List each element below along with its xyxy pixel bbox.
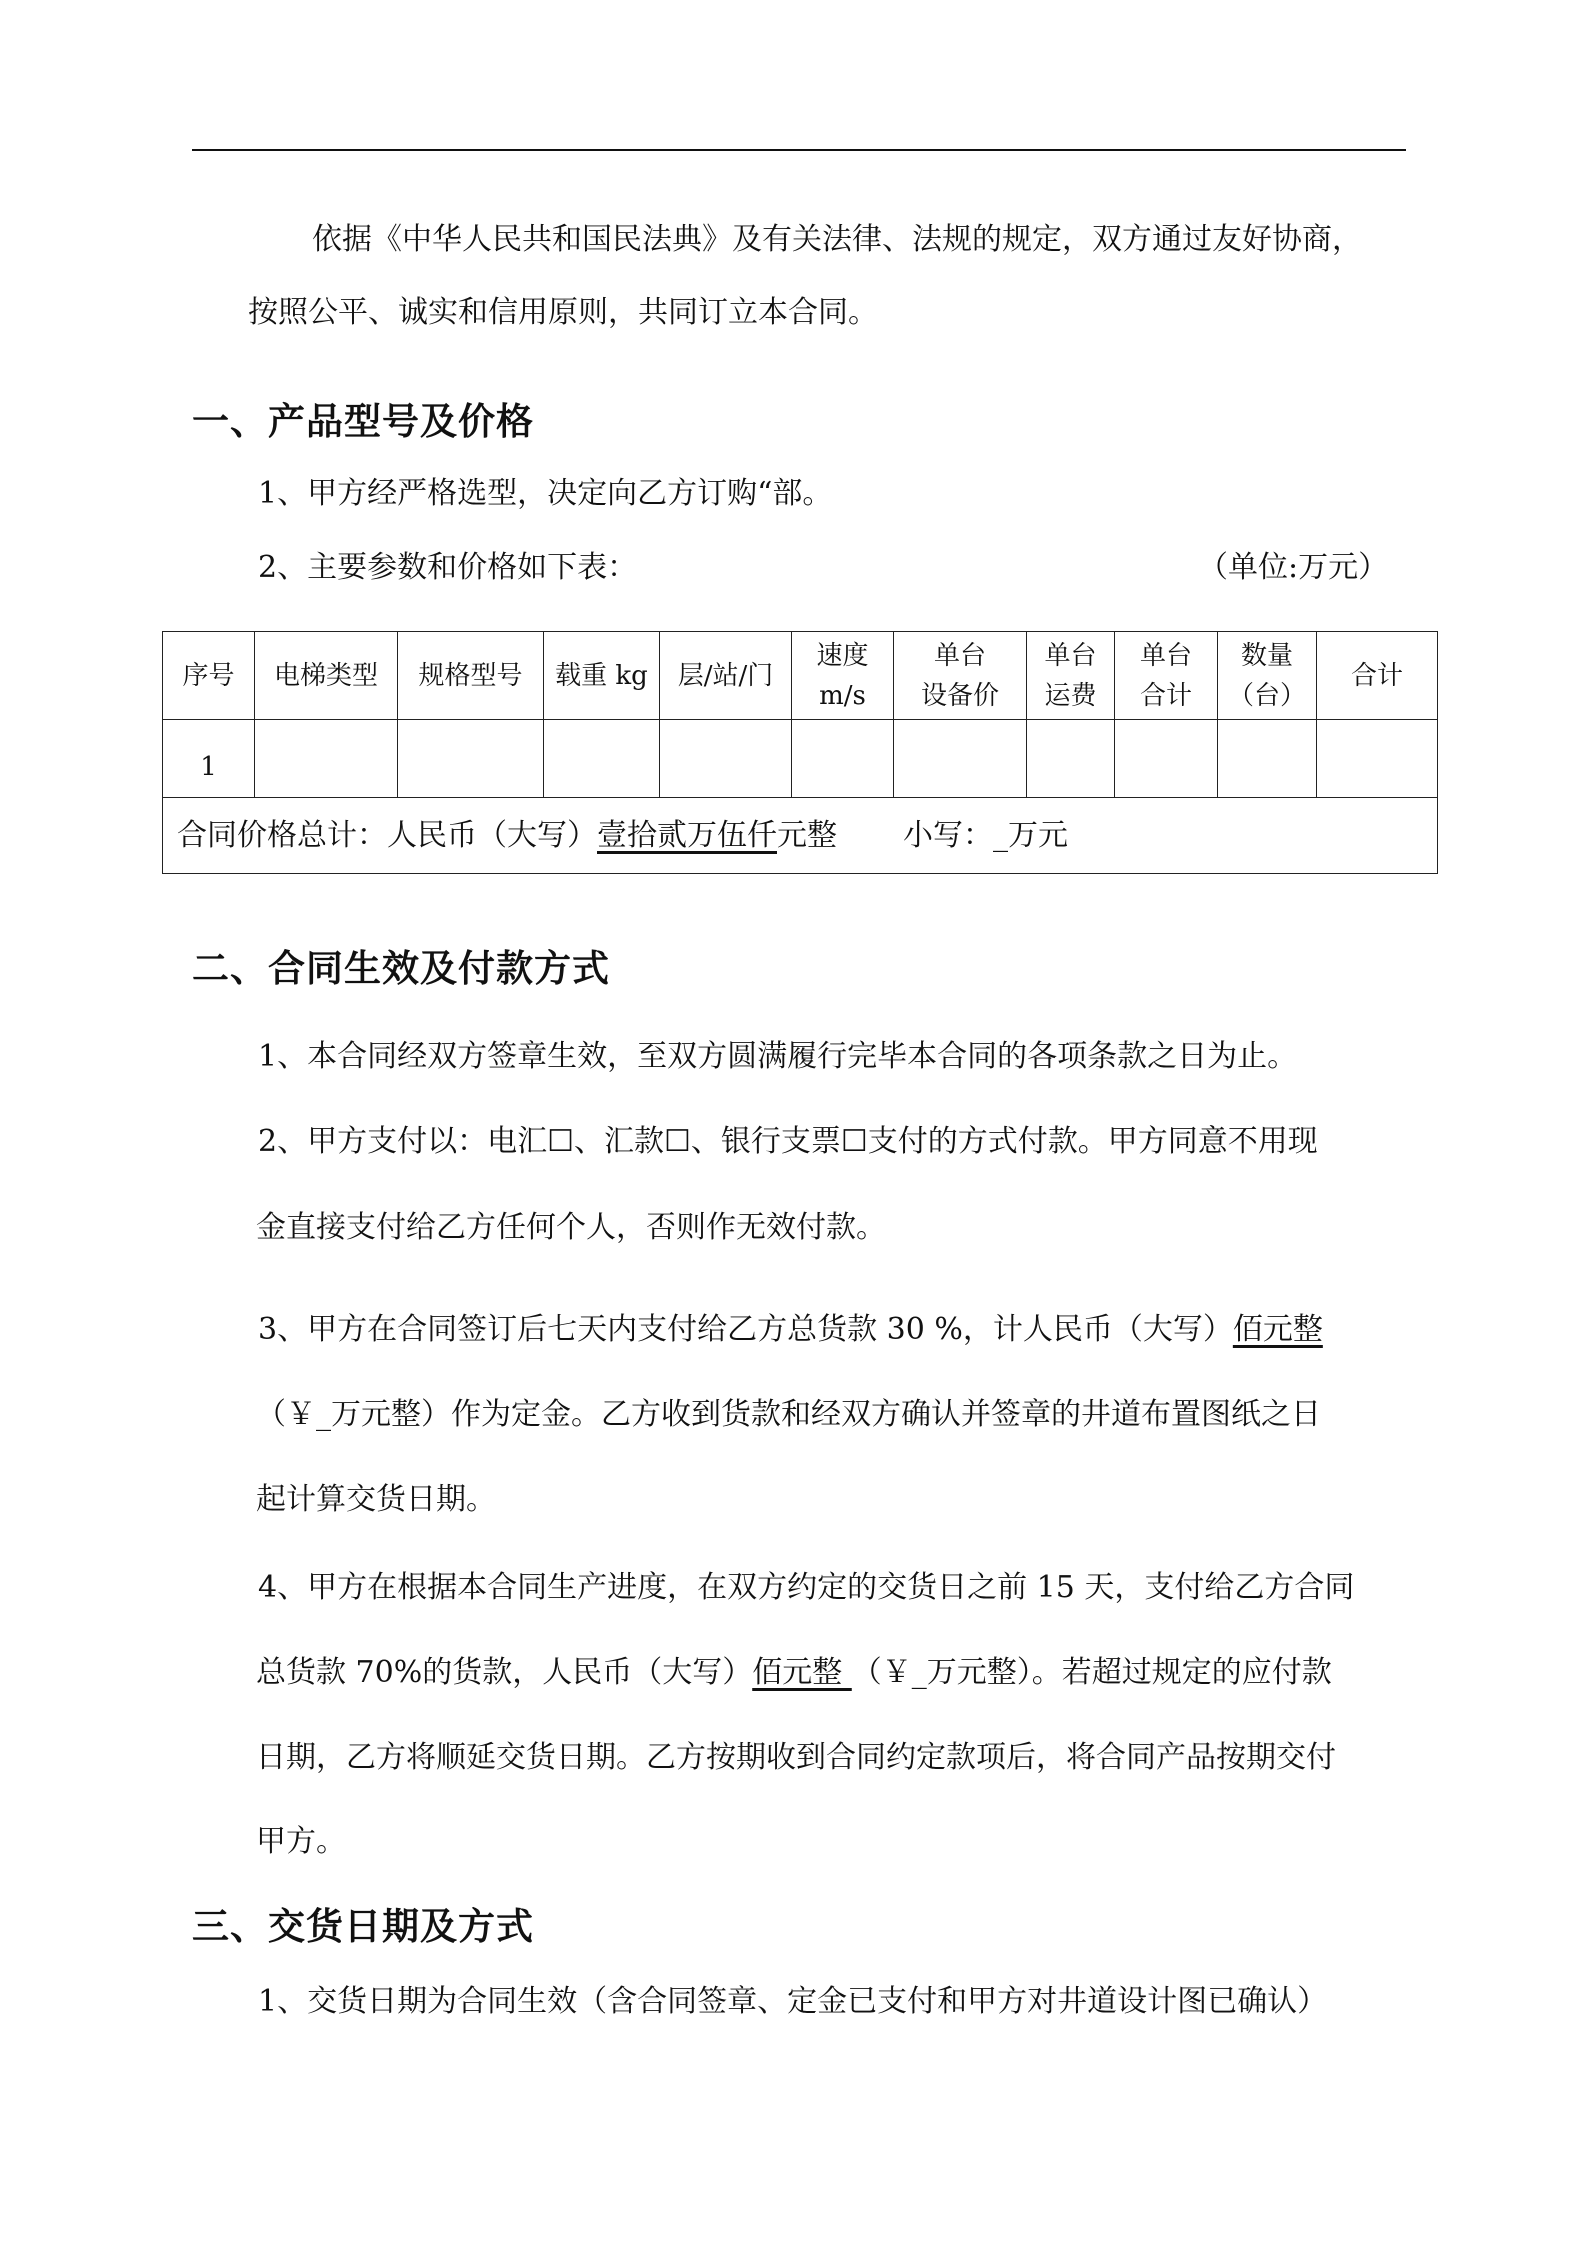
table-cell (1115, 720, 1218, 798)
section-2-paragraph-3-line-3: 起计算交货日期。 (256, 1482, 496, 1517)
header-cell-model: 规格型号 (398, 632, 544, 720)
table-cell (1218, 720, 1317, 798)
header-cell-type: 电梯类型 (255, 632, 398, 720)
section-2-heading: 二、合同生效及付款方式 (192, 946, 610, 990)
table-cell (255, 720, 398, 798)
table-cell (544, 720, 660, 798)
header-cell-quantity: 数量 （台） (1218, 632, 1317, 720)
header-cell-index: 序号 (163, 632, 255, 720)
section-1-item-2: 2、主要参数和价格如下表： (258, 550, 638, 585)
table-cell-index: 1 (163, 720, 255, 798)
total-small-value: _万元 (993, 817, 1068, 853)
table-cell (398, 720, 544, 798)
total-cell (163, 798, 1438, 874)
section-2-paragraph-2-line-1: 2、甲方支付以：电汇☐、汇款☐、银行支票☐支付的方式付款。甲方同意不用现 (258, 1124, 1318, 1159)
table-cell (1027, 720, 1115, 798)
total-amount-words: 壹拾贰万伍仟 (597, 817, 777, 853)
section-2-paragraph-2-line-2: 金直接支付给乙方任何个人，否则作无效付款。 (256, 1210, 886, 1245)
price-table (162, 631, 1438, 874)
table-total-row (163, 798, 1438, 874)
table-header-row (163, 632, 1438, 720)
section-3-heading: 三、交货日期及方式 (192, 1904, 534, 1948)
balance-amount-words: 佰元整 (752, 1655, 852, 1690)
header-rule (192, 149, 1406, 151)
section-2-paragraph-4-line-2: 总货款 70%的货款，人民币（大写）佰元整 （￥_万元整）。若超过规定的应付款 (256, 1655, 1332, 1690)
section-1-item-1: 1、甲方经严格选型，决定向乙方订购“部。 (258, 476, 833, 511)
section-2-paragraph-4-line-1: 4、甲方在根据本合同生产进度，在双方约定的交货日之前 15 天，支付给乙方合同 (258, 1570, 1355, 1605)
header-cell-unit-total: 单台 合计 (1115, 632, 1218, 720)
total-small-label: 小写： (903, 817, 993, 853)
header-cell-speed: 速度 m/s (792, 632, 894, 720)
header-cell-unit-price: 单台 设备价 (894, 632, 1027, 720)
deposit-amount-words: 佰元整 (1232, 1312, 1323, 1347)
total-label: 合同价格总计：人民币（大写） (177, 817, 597, 853)
intro-line-2: 按照公平、诚实和信用原则，共同订立本合同。 (248, 295, 878, 330)
section-1-heading: 一、产品型号及价格 (192, 399, 534, 443)
header-cell-freight: 单台 运费 (1027, 632, 1115, 720)
header-cell-floors: 层/站/门 (660, 632, 792, 720)
section-2-paragraph-4-line-3: 日期，乙方将顺延交货日期。乙方按期收到合同约定款项后，将合同产品按期交付 (256, 1740, 1336, 1775)
unit-note: （单位:万元） (1198, 550, 1389, 585)
table-cell (1317, 720, 1438, 798)
section-2-paragraph-3-line-2: （￥_万元整）作为定金。乙方收到货款和经双方确认并签章的井道布置图纸之日 (256, 1397, 1321, 1432)
section-2-paragraph-3-line-1: 3、甲方在合同签订后七天内支付给乙方总货款 30 %，计人民币（大写）佰元整 (258, 1312, 1323, 1347)
header-cell-total: 合计 (1317, 632, 1438, 720)
table-cell (660, 720, 792, 798)
table-row (163, 720, 1438, 798)
section-2-paragraph-1: 1、本合同经双方签章生效，至双方圆满履行完毕本合同的各项条款之日为止。 (258, 1039, 1298, 1074)
intro-line-1: 依据《中华人民共和国民法典》及有关法律、法规的规定，双方通过友好协商， (312, 222, 1362, 257)
table-cell (792, 720, 894, 798)
total-amount-suffix: 元整 (777, 817, 837, 853)
section-3-paragraph-1: 1、交货日期为合同生效（含合同签章、定金已支付和甲方对井道设计图已确认） (258, 1984, 1328, 2019)
section-2-paragraph-4-line-4: 甲方。 (256, 1824, 346, 1859)
table-cell (894, 720, 1027, 798)
header-cell-load: 载重 kg (544, 632, 660, 720)
